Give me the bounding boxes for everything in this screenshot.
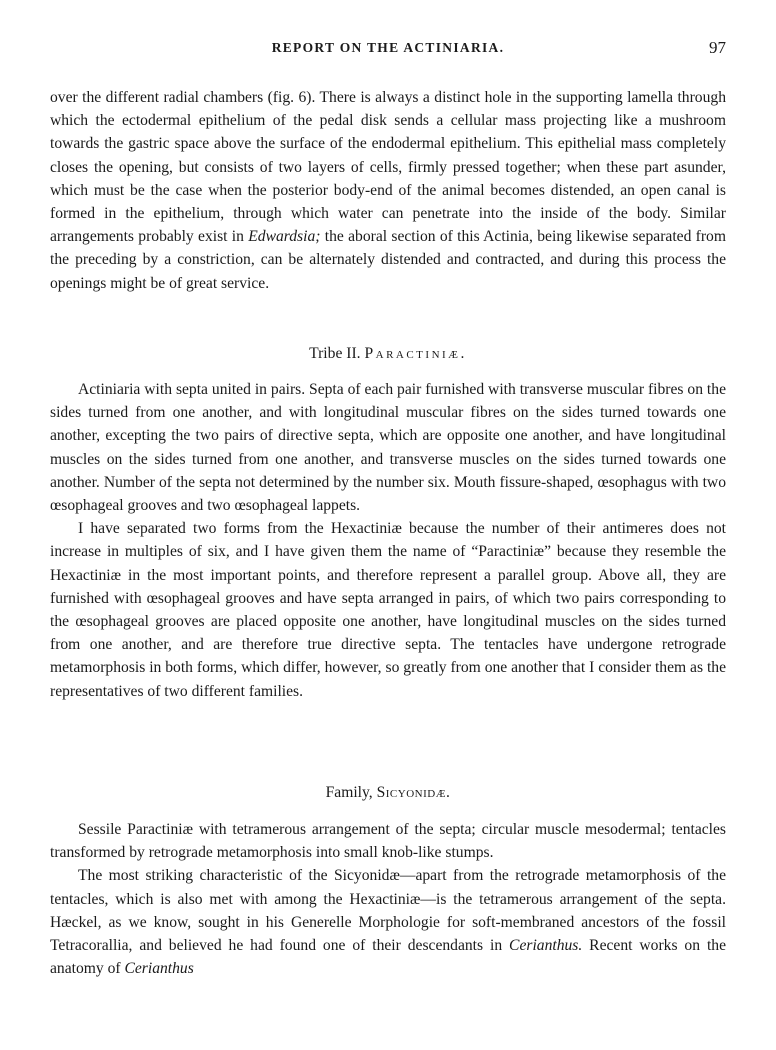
genus-name-edwardsia: Edwardsia; <box>248 228 321 246</box>
family-discussion-paragraph <box>50 864 726 980</box>
continuation-text-1: over the different radial chambers (fig. 6). There is always a distinct hole in the supporting lamella through which the ectodermal epithelium of the pedal disk sends a cellular mass projecting like a mushroom towards the gastric space above the surface of the endodermal epithelium. This epithelial mass completely closes the opening, but consists of two layers of cells, firmly pressed together; when these part asunder, which must be the case when the posterior body-end of the animal becomes distended, an open canal is formed in the epithelium, through which water can penetrate into the inside of the body. Similar arrangements probably exist in <box>50 89 726 246</box>
continuation-paragraph <box>50 86 726 295</box>
tribe-section <box>50 342 726 703</box>
family-section <box>50 781 726 980</box>
tribe-heading <box>50 342 726 365</box>
running-title: REPORT ON THE ACTINIARIA. <box>271 40 505 55</box>
running-header <box>50 40 726 64</box>
tribe-heading-name: Paractiniæ. <box>364 345 467 362</box>
family-diagnosis-paragraph: Sessile Paractiniæ with tetramerous arrangement of the septa; circular muscle mesodermal; tentacles transformed by retrograde metamorphosis into small knob-like stumps. <box>50 821 726 862</box>
page-number: 97 <box>709 38 726 57</box>
family-discussion-text-2: Recent works on the anatomy of <box>50 937 726 978</box>
family-heading <box>50 781 726 804</box>
continuation-section <box>50 86 726 295</box>
genus-name-cerianthus-2: Cerianthus <box>124 960 194 978</box>
family-heading-prefix: Family, <box>325 784 373 801</box>
tribe-heading-prefix: Tribe II. <box>309 345 361 362</box>
continuation-text-2: the aboral section of this Actinia, being likewise separated from the preceding by a constriction, can be alternately distended and contracted, and during this process the openings might be of great service. <box>50 228 726 292</box>
genus-name-cerianthus: Cerianthus. <box>509 937 583 955</box>
family-discussion-text-1: The most striking characteristic of the Sicyonidæ—apart from the retrograde metamorphosis of the tentacles, which is also met with among the Hexactiniæ—is the tetramerous arrangement of the septa. Hæckel, as we know, sought in his Generelle Morphologie for soft-membraned ancestors of the fossil Tetracorallia, and believed he had found one of their descendants in <box>50 867 726 955</box>
family-heading-name: Sicyonidæ. <box>376 784 451 801</box>
tribe-discussion-paragraph: I have separated two forms from the Hexactiniæ because the number of their antimeres does not increase in multiples of six, and I have given them the name of “Paractiniæ” because they resemble the Hexactiniæ in the most important points, and therefore represent a parallel group. Above all, they are furnished with œsophageal grooves and have septa arranged in pairs, of which two pairs corresponding to the œsophageal grooves are placed opposite one another, have longitudinal muscles on the sides turned from one another, and are therefore true directive septa. The tentacles have undergone retrograde metamorphosis in both forms, which differ, however, so greatly from one another that I consider them as the representatives of two different families. <box>50 520 726 700</box>
tribe-diagnosis-paragraph: Actiniaria with septa united in pairs. Septa of each pair furnished with transverse muscular fibres on the sides turned from one another, and with longitudinal muscular fibres on the sides turned towards one another, excepting the two pairs of directive septa, which are opposite one another, and have longitudinal muscles on the sides turned from one another, and transverse muscles on the sides turned towards one another. Number of the septa not determined by the number six. Mouth fissure-shaped, œsophagus with two œsophageal grooves and two œsophageal lappets. <box>50 381 726 515</box>
